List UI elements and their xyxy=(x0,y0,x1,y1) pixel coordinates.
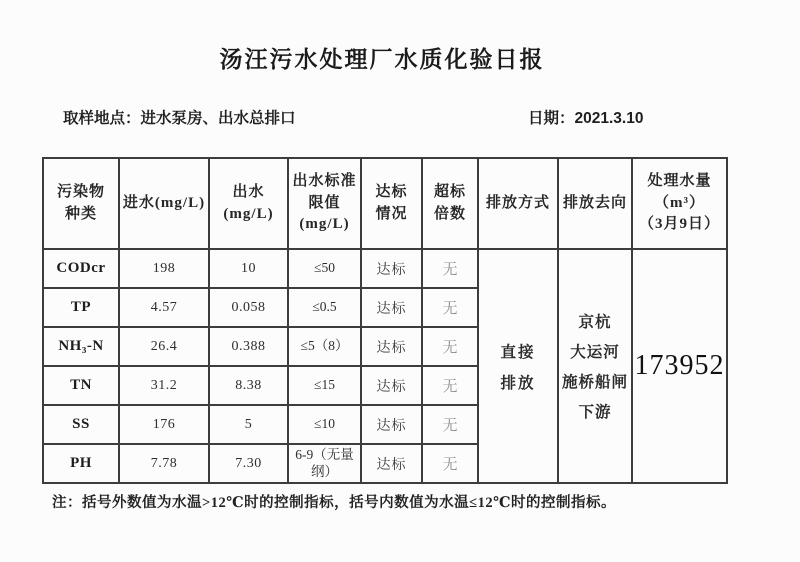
compliance-status: 达标 xyxy=(361,444,422,483)
limit-value: 6-9（无量纲） xyxy=(288,444,361,483)
pollutant-name: CODcr xyxy=(43,249,119,288)
effluent-value: 0.388 xyxy=(209,327,288,366)
column-header-discharge-method xyxy=(478,158,558,249)
limit-value: ≤5（8） xyxy=(288,327,361,366)
limit-value: ≤0.5 xyxy=(288,288,361,327)
pollutant-name: NH₃-N xyxy=(43,327,119,366)
column-header-treated-volume xyxy=(632,158,727,249)
influent-value: 31.2 xyxy=(119,366,209,405)
column-header-exceedance xyxy=(422,158,478,249)
influent-value: 26.4 xyxy=(119,327,209,366)
header-line: 种类 xyxy=(64,205,97,222)
effluent-value: 7.30 xyxy=(209,444,288,483)
discharge-method-line: 排放 xyxy=(500,374,536,392)
discharge-destination-cell xyxy=(558,249,632,483)
header-row xyxy=(43,158,727,249)
exceedance-value: 无 xyxy=(422,327,478,366)
influent-value: 176 xyxy=(119,405,209,444)
influent-value: 4.57 xyxy=(119,288,209,327)
compliance-status: 达标 xyxy=(361,249,422,288)
exceedance-value: 无 xyxy=(422,405,478,444)
column-header-pollutant-type xyxy=(43,158,119,249)
sampling-location: 取样地点：进水泵房、出水总排口 xyxy=(63,110,296,127)
discharge-method-line: 直接 xyxy=(500,343,536,361)
header-line: 污染物 xyxy=(56,183,105,200)
column-header-effluent xyxy=(209,158,288,249)
limit-value: ≤15 xyxy=(288,366,361,405)
meta-row xyxy=(0,106,800,128)
page-title: 汤汪污水处理厂水质化验日报 xyxy=(219,46,545,72)
exceedance-value: 无 xyxy=(422,288,478,327)
header-line: (mg/L) xyxy=(223,205,274,222)
effluent-value: 8.38 xyxy=(209,366,288,405)
header-line: 倍数 xyxy=(433,205,466,222)
column-header-influent xyxy=(119,158,209,249)
header-line: 达标 xyxy=(375,183,408,200)
column-header-compliance xyxy=(361,158,422,249)
table-row-codcr xyxy=(43,249,727,288)
compliance-status: 达标 xyxy=(361,405,422,444)
compliance-status: 达标 xyxy=(361,327,422,366)
footnote: 注：括号外数值为水温>12℃时的控制指标，括号内数值为水温≤12℃时的控制指标。 xyxy=(52,495,616,511)
header-line: （m³） xyxy=(654,194,705,211)
compliance-status: 达标 xyxy=(361,366,422,405)
compliance-status: 达标 xyxy=(361,288,422,327)
pollutant-name: TN xyxy=(43,366,119,405)
discharge-method-cell xyxy=(478,249,558,483)
header-line: 限值 xyxy=(308,194,341,211)
header-line: 超标 xyxy=(433,183,466,200)
exceedance-value: 无 xyxy=(422,444,478,483)
header-line: 排放去向 xyxy=(562,194,627,211)
report-date: 日期：2021.3.10 xyxy=(528,110,644,127)
header-line: 排放方式 xyxy=(485,194,550,211)
header-line: 处理水量 xyxy=(647,172,712,189)
pollutant-name: PH xyxy=(43,444,119,483)
discharge-destination-line: 下游 xyxy=(578,404,612,421)
limit-value: ≤50 xyxy=(288,249,361,288)
header-line: 进水(mg/L) xyxy=(122,194,206,211)
influent-value: 198 xyxy=(119,249,209,288)
discharge-destination-line: 施桥船闸 xyxy=(561,374,628,391)
header-line: 出水 xyxy=(232,183,265,200)
header-line: 出水标准 xyxy=(292,172,357,189)
discharge-destination-line: 京杭 xyxy=(578,314,612,331)
header-line: （3月9日） xyxy=(638,216,720,233)
discharge-destination-line: 大运河 xyxy=(570,344,620,361)
treated-volume-value: 173952 xyxy=(632,249,727,483)
effluent-value: 10 xyxy=(209,249,288,288)
column-header-discharge-destination xyxy=(558,158,632,249)
limit-value: ≤10 xyxy=(288,405,361,444)
column-header-effluent-limit xyxy=(288,158,361,249)
header-line: (mg/L) xyxy=(299,216,350,233)
water-quality-table xyxy=(42,157,728,484)
effluent-value: 0.058 xyxy=(209,288,288,327)
pollutant-name: SS xyxy=(43,405,119,444)
pollutant-name: TP xyxy=(43,288,119,327)
exceedance-value: 无 xyxy=(422,366,478,405)
exceedance-value: 无 xyxy=(422,249,478,288)
header-line: 情况 xyxy=(375,205,408,222)
influent-value: 7.78 xyxy=(119,444,209,483)
effluent-value: 5 xyxy=(209,405,288,444)
